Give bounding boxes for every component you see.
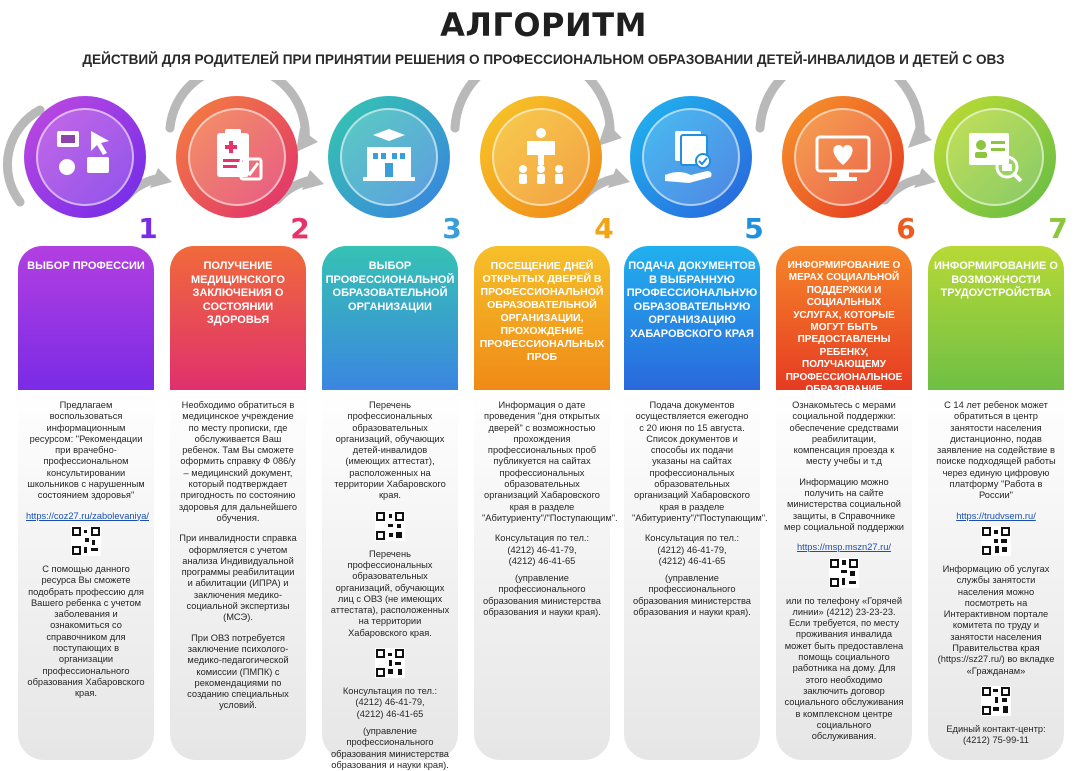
step-4-phone-2: (4212) 46-41-65: [508, 555, 576, 566]
step-4-body: [474, 390, 618, 760]
step-1-number: 1: [138, 212, 158, 245]
page-subtitle: ДЕЙСТВИЙ ДЛЯ РОДИТЕЛЕЙ ПРИ ПРИНЯТИИ РЕШЕНИЯ О ПРОФЕССИОНАЛЬНОМ ОБРАЗОВАНИИ ДЕТЕЙ-ИНВАЛИДОВ И ДЕТЕЙ С ОВЗ: [82, 52, 1005, 67]
step-4-contact-org: (управление профессионального образования министерства образования и науки края).: [483, 573, 601, 618]
qr-code-icon: [829, 558, 859, 588]
step-5-contact-label: Консультация по тел.:: [644, 533, 740, 544]
step-5-title: ПОДАЧА ДОКУМЕНТОВ В ВЫБРАННУЮ ПРОФЕССИОНАЛЬНУЮ ОБРАЗОВАТЕЛЬНУЮ ОРГАНИЗАЦИЮ ХАБАРОВСКОГО КРАЯ: [626, 260, 758, 340]
step-3-contact-label: Консультация по тел.:: [342, 686, 438, 697]
step-6-text-3: или по телефону «Горячей линии» (4212) 23-23-23. Если требуется, по месту проживания инвалида может быть предоставлена помощь социального работника на дому. Для этого необходимо заключить договор социального обслуживания в комплексном центре социального обслуживания.: [784, 595, 904, 742]
step-7-contact-label: Единый контакт-центр:: [946, 723, 1046, 734]
step-4-number: 4: [594, 212, 614, 245]
step-7-text-1: С 14 лет ребенок может обратиться в центр занятости населения дистанционно, подав заявление на содействие в поиске подходящей работы через единую цифровую платформу "Работа в России": [936, 400, 1056, 501]
step-1-band: [18, 246, 154, 390]
open-day-icon: [509, 125, 573, 189]
step-5-number: 5: [744, 212, 764, 245]
step-2-icon-circle: [176, 96, 298, 218]
step-2-band: [170, 246, 306, 390]
step-2-body: [170, 390, 306, 760]
step-3-number: 3: [442, 212, 462, 245]
step-2-text-2: При инвалидности справка оформляется с учетом анализа Индивидуальной программы реабилитации и абилитации (ИПРА) и заключения медико-социальной экспертизы (МСЭ).: [179, 533, 297, 623]
step-1-body: [18, 390, 154, 760]
step-2-number: 2: [290, 212, 310, 245]
qr-code-icon: [981, 686, 1011, 716]
step-1-link[interactable]: https://coz27.ru/zabolevaniya/: [26, 510, 149, 521]
step-4-contact-label: Консультация по тел.:: [494, 533, 590, 544]
step-7-band: [928, 246, 1064, 390]
step-3-title: ВЫБОР ПРОФЕССИОНАЛЬНОЙ ОБРАЗОВАТЕЛЬНОЙ ОРГАНИЗАЦИИ: [325, 260, 455, 313]
step-5-icon-circle: [630, 96, 752, 218]
step-6-body: [776, 390, 912, 760]
step-7-body: [928, 390, 1064, 760]
step-7-title: ИНФОРМИРОВАНИЕ О ВОЗМОЖНОСТИ ТРУДОУСТРОЙСТВА: [934, 260, 1058, 299]
step-7-text-2: Информацию об услугах службы занятости населения можно посмотреть на Интерактивном портале комитета по труду и занятости населения Правительства края (https://sz27.ru/) во вкладке «Гражданам»: [937, 563, 1055, 676]
step-3-band: [322, 246, 458, 390]
step-1-text-1: Предлагаем воспользоваться информационным ресурсом: "Рекомендации при врачебно-профессиональном консультировании школьников с нарушенным состоянием здоровья": [27, 400, 145, 501]
job-search-profile-icon: [963, 125, 1027, 189]
step-5-band: [624, 246, 760, 390]
step-5-body: [624, 390, 768, 760]
step-3-body: [322, 390, 458, 770]
step-3-phone-2: (4212) 46-41-65: [356, 708, 424, 719]
medical-clipboard-icon: [205, 125, 269, 189]
qr-code-icon: [71, 526, 101, 556]
step-4-phone-1: (4212) 46-41-79,: [507, 544, 577, 555]
step-1-text-2: С помощью данного ресурса Вы сможете подобрать профессию для Вашего ребенка с учетом заболевания и ознакомиться со справочником для поступающих в организации профессионального образования Хабаровского края.: [27, 563, 145, 699]
step-4-title: ПОСЕЩЕНИЕ ДНЕЙ ОТКРЫТЫХ ДВЕРЕЙ В ПРОФЕССИОНАЛЬНОЙ ОБРАЗОВАТЕЛЬНОЙ ОРГАНИЗАЦИИ, ПРОХОЖДЕНИЕ ПРОФЕССИОНАЛЬНЫХ ПРОБ: [479, 260, 605, 363]
qr-code-icon: [375, 511, 405, 541]
step-3-icon-circle: [328, 96, 450, 218]
university-building-icon: [357, 125, 421, 189]
step-2-title: ПОЛУЧЕНИЕ МЕДИЦИНСКОГО ЗАКЛЮЧЕНИЯ О СОСТОЯНИИ ЗДОРОВЬЯ: [191, 260, 285, 326]
step-2-text-3: При ОВЗ потребуется заключение психолого-медико-педагогической комиссии (ПМПК) с рекомендациями по созданию специальных условий.: [187, 632, 289, 711]
step-5-text-1: Подача документов осуществляется ежегодно с 20 июня по 15 августа. Список документов и способы их подачи указаны на сайтах профессиональных образовательных организаций Хабаровского края в разделе "Абитуриенту"/"Поступающим".: [632, 400, 768, 523]
step-3-text-2: Перечень профессиональных образовательных организаций, обучающих лиц с ОВЗ (не имеющих аттестата), расположенных на территории Хабаровского края.: [330, 548, 450, 638]
step-6-number: 6: [896, 212, 916, 245]
step-6-link[interactable]: https://msp.mszn27.ru/: [796, 542, 892, 553]
social-support-monitor-icon: [811, 125, 875, 189]
qr-code-icon: [981, 526, 1011, 556]
step-1-title: ВЫБОР ПРОФЕССИИ: [27, 260, 145, 272]
documents-hand-icon: [659, 125, 723, 189]
step-4-icon-circle: [480, 96, 602, 218]
step-7-link[interactable]: https://trudvsem.ru/: [956, 510, 1036, 521]
step-7-contact-phone: (4212) 75-99-11: [963, 735, 1029, 746]
step-7-number: 7: [1048, 212, 1068, 245]
step-6-icon-circle: [782, 96, 904, 218]
qr-code-icon: [375, 648, 405, 678]
step-7-icon-circle: [934, 96, 1056, 218]
step-6-text-2: Информацию можно получить на сайте министерства социальной защиты, в Справочнике мер социальной поддержки: [784, 476, 904, 532]
step-1-icon-circle: [24, 96, 146, 218]
step-4-text-1: Информация о дате проведения "дня открытых дверей" с возможностью прохождения профессиональных проб публикуется на сайтах профессиональных образовательных организаций Хабаровского края в разделе "Абитуриенту"/"Поступающим".: [482, 400, 618, 523]
step-6-text-1: Ознакомьтесь с мерами социальной поддержки: обеспечение средствами реабилитации, компенсация проезда к месту учебы и т.д: [789, 400, 899, 467]
step-5-phone-1: (4212) 46-41-79,: [657, 544, 727, 555]
step-5-phone-2: (4212) 46-41-65: [658, 555, 726, 566]
page-title: АЛГОРИТМ: [440, 6, 647, 44]
step-6-title: ИНФОРМИРОВАНИЕ О МЕРАХ СОЦИАЛЬНОЙ ПОДДЕРЖКИ И СОЦИАЛЬНЫХ УСЛУГАХ, КОТОРЫЕ МОГУТ БЫТЬ ПРЕДОСТАВЛЕНЫ РЕБЕНКУ, ПОЛУЧАЮЩЕМУ ПРОФЕССИОНАЛЬНОЕ: [785, 260, 903, 383]
step-3-contact-org: (управление профессионального образования министерства образования и науки края).: [331, 725, 449, 770]
step-3-phone-1: (4212) 46-41-79,: [355, 697, 425, 708]
step-2-text-1: Необходимо обратиться в медицинское учреждение по месту прописки, где обслуживается Ваш ребенок. Там Вы сможете оформить справку Ф 086/у – медицинский документ, который подтверждает пригодность по состоянию здоровья для дальнейшего обучения.: [178, 400, 298, 523]
step-6-band: [776, 246, 912, 390]
step-5-contact-org: (управление профессионального образования министерства образования и науки края).: [633, 573, 751, 618]
computer-choice-icon: [51, 123, 119, 191]
step-4-band: [474, 246, 610, 390]
step-3-text-1: Перечень профессиональных образовательных организаций, обучающих детей-инвалидов (имеющих аттестат), расположенных на территории Хабаровского края.: [334, 400, 446, 501]
